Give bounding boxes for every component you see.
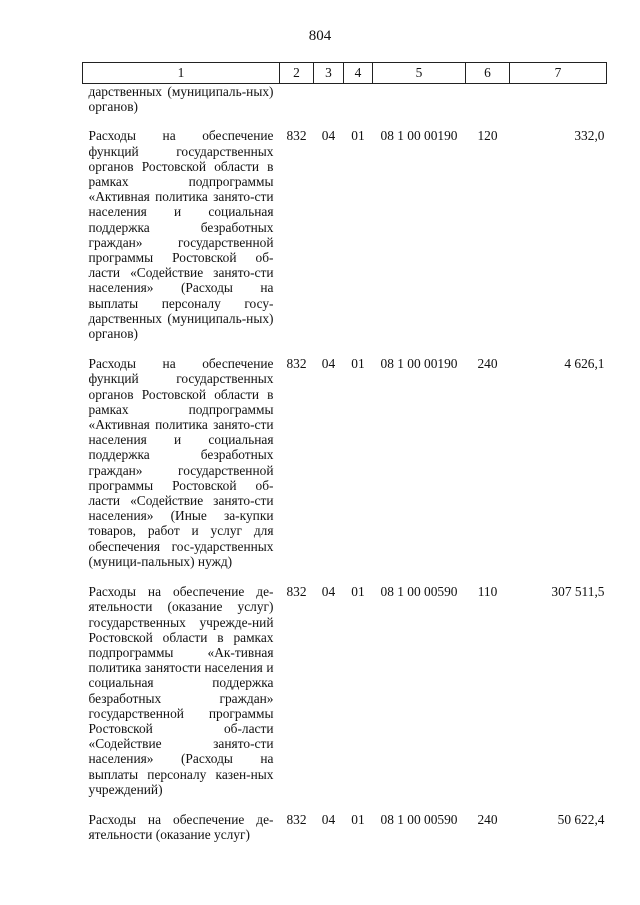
row-subsection: 01 [351, 584, 365, 600]
table-row [83, 356, 607, 584]
row-code [280, 84, 314, 129]
row-amount: 307 511,5 [551, 584, 605, 600]
row-type: 240 [477, 356, 498, 372]
row-amount: 50 622,4 [557, 811, 605, 827]
row-section: 04 [321, 128, 336, 144]
header-col-7: 7 [510, 63, 607, 84]
row-section: 04 [321, 811, 336, 827]
header-row [83, 63, 607, 84]
row-target: 08 1 00 00590 [380, 811, 458, 827]
table-body [83, 84, 607, 858]
row-description: Расходы на обеспечение де-ятельности (оказание услуг) [88, 811, 274, 843]
row-description: дарственных (муниципаль-ных) органов) [88, 84, 274, 115]
row-target: 08 1 00 00590 [380, 584, 458, 600]
header-col-2: 2 [280, 63, 314, 84]
row-code: 832 [286, 584, 307, 600]
header-col-1: 1 [83, 63, 280, 84]
row-section: 04 [321, 584, 336, 600]
row-type: 120 [477, 128, 498, 144]
row-target: 08 1 00 00190 [380, 128, 458, 144]
row-code: 832 [286, 811, 307, 827]
header-col-6: 6 [466, 63, 510, 84]
row-subsection [344, 84, 373, 129]
page-number: 804 [308, 28, 332, 44]
row-type: 110 [477, 584, 498, 600]
row-subsection: 01 [351, 811, 365, 827]
row-code: 832 [286, 128, 307, 144]
header-col-3: 3 [314, 63, 344, 84]
table-header [83, 63, 607, 84]
row-subsection: 01 [351, 356, 365, 372]
row-target: 08 1 00 00190 [380, 356, 458, 372]
budget-table [82, 62, 607, 857]
row-amount [510, 84, 607, 129]
row-description: Расходы на обеспечение де-ятельности (оказание услуг) государственных учрежде-ний Ростовской области в рамках подпрограммы «Ак-тивная политика занятости населения и социальная поддержка безработных граждан» государственной программы Ростовской об-ласти «Содействие занято-сти населения» (Расходы на выплаты персоналу казен-ных учреждений) [88, 584, 274, 797]
row-type [466, 84, 510, 129]
header-col-4: 4 [344, 63, 373, 84]
table-row [83, 128, 607, 356]
row-subsection: 01 [351, 128, 365, 144]
row-section [314, 84, 344, 129]
row-section: 04 [321, 356, 336, 372]
header-col-5: 5 [373, 63, 466, 84]
table-row [83, 584, 607, 812]
row-code: 832 [286, 356, 307, 372]
row-type: 240 [477, 811, 498, 827]
row-amount: 332,0 [574, 128, 605, 144]
row-description: Расходы на обеспечение функций государственных органов Ростовской области в рамках подпрограммы «Активная политика занято-сти населения и социальная поддержка безработных граждан» государственной программы Ростовской об-ласти «Содействие занято-сти населения» (Расходы на выплаты персоналу госу-дарственных (муниципаль-ных) органов) [88, 128, 274, 342]
table-row [83, 812, 607, 857]
row-amount: 4 626,1 [564, 356, 605, 372]
table-row [83, 84, 607, 129]
row-target [373, 84, 466, 129]
row-description: Расходы на обеспечение функций государственных органов Ростовской области в рамках подпрограммы «Активная политика занято-сти населения и социальная поддержка безработных граждан» государственной программы Ростовской об-ласти «Содействие занято-сти населения» (Иные за-купки товаров, работ и услуг для обеспечения гос-ударственных (муници-пальных) нужд) [88, 356, 274, 569]
